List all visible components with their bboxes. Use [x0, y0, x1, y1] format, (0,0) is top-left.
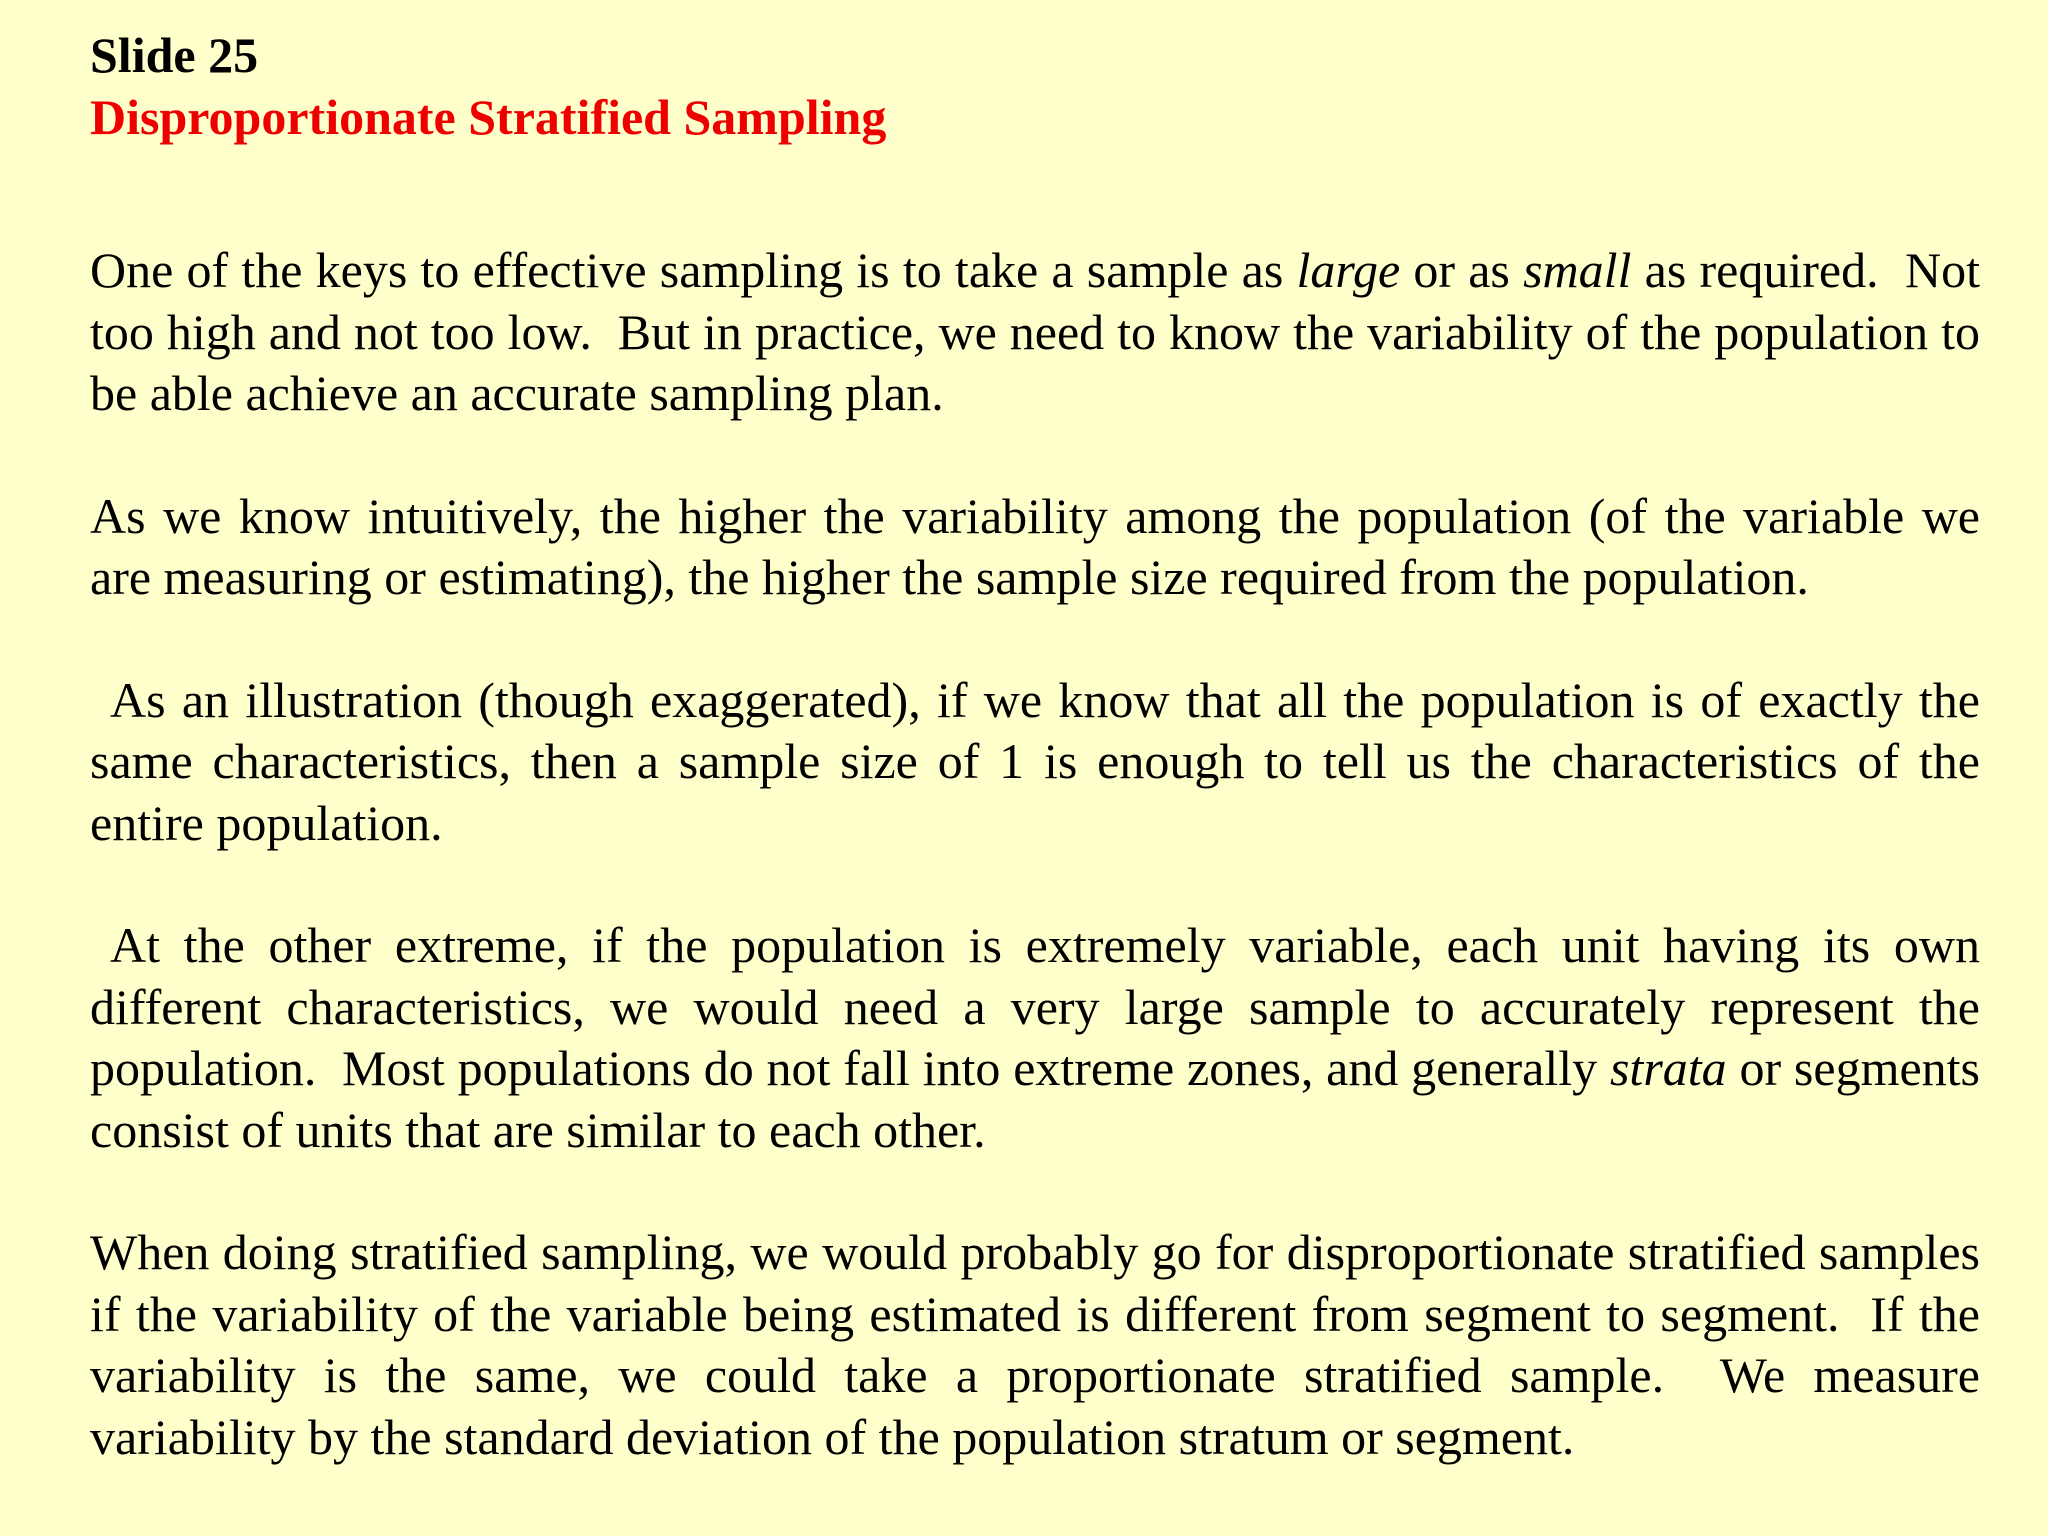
paragraph-1-text-b: or as	[1400, 242, 1524, 298]
paragraph-1	[90, 240, 1993, 425]
slide-number: Slide 25	[90, 27, 259, 83]
emphasis-large: large	[1296, 242, 1401, 298]
paragraph-1-text-a: One of the keys to effective sampling is to take a sample as	[90, 242, 1297, 298]
emphasis-small: small	[1523, 242, 1632, 298]
paragraph-3: As an illustration (though exaggerated), if we know that all the population is of exactly the same characteristics, then a sample size of 1 is enough to tell us the characteristics of the entire population.	[90, 671, 1993, 851]
slide-title: Disproportionate Stratified Sampling	[90, 89, 887, 145]
paragraph-5: When doing stratified sampling, we would probably go for disproportionate stratified samples if the variability of the variable being estimated is different from segment to segment. If the variability is the same, we could take a proportionate stratified sample. We measure variability by the standard deviation of the population stratum or segment.	[90, 1224, 1993, 1465]
paragraph-4-text-a: At the other extreme, if the population is extremely variable, each unit having its own different characteristics, we would need a very large sample to accurately represent the population. Most populations do not fall into extreme zones, and generally	[90, 917, 1993, 1096]
paragraph-4	[90, 915, 1993, 1161]
paragraph-1-text-c: as required. Not too high and not too low. But in practice, we need to know the variability of the population to be able achieve an accurate sampling plan.	[90, 242, 1993, 421]
paragraph-2: As we know intuitively, the higher the variability among the population (of the variable we are measuring or estimating), the higher the sample size required from the population.	[90, 487, 1993, 605]
paragraph-4-text-b: or segments consist of units that are similar to each other.	[90, 1040, 1993, 1158]
emphasis-strata: strata	[1609, 1040, 1727, 1096]
slide	[90, 24, 1993, 1468]
